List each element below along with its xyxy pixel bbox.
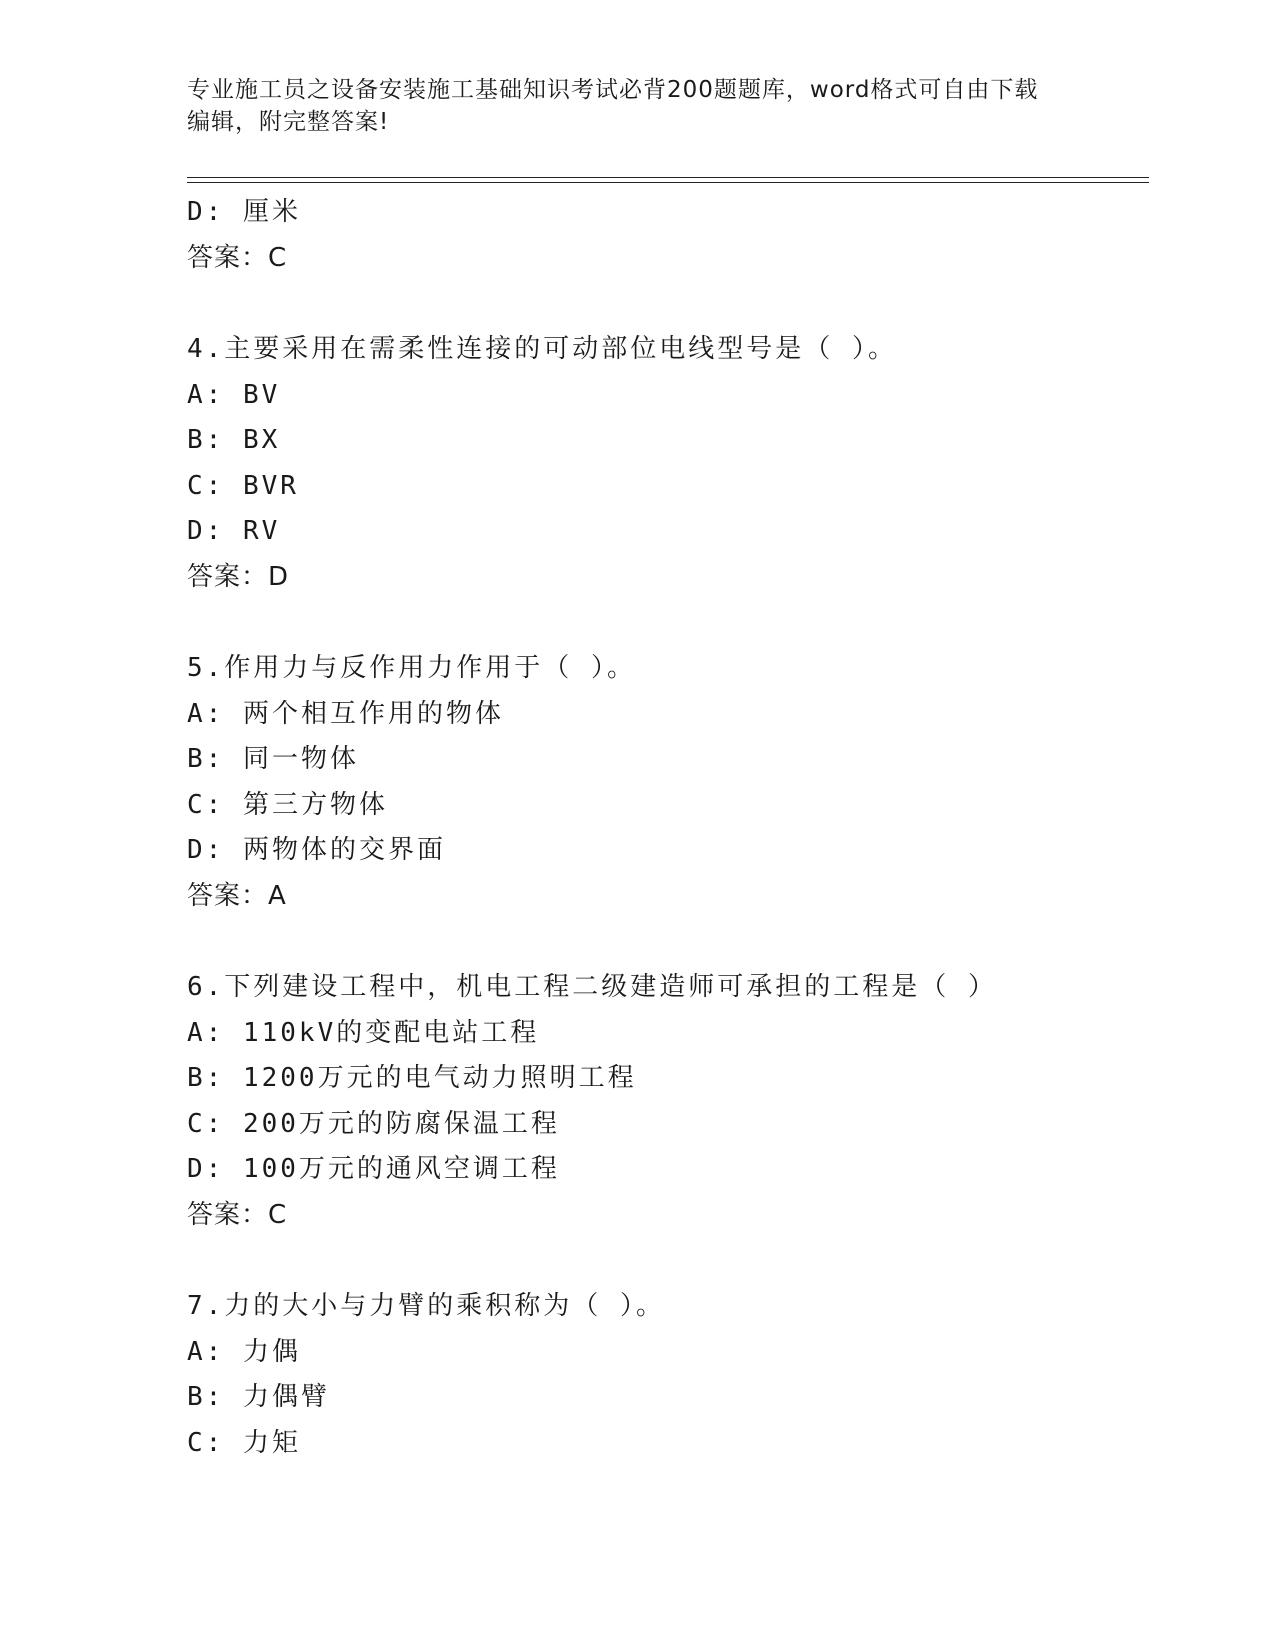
option-a: A: 力偶 bbox=[187, 1336, 301, 1367]
option-c: C: 力矩 bbox=[187, 1427, 301, 1458]
option-b: B: 力偶臂 bbox=[187, 1382, 330, 1412]
option-a: A: 110kV的变配电站工程 bbox=[187, 1017, 540, 1048]
question-7 bbox=[187, 1284, 1149, 1466]
question-6 bbox=[187, 965, 1149, 1238]
header-divider-bottom bbox=[187, 182, 1149, 183]
option-c: C: 200万元的防腐保温工程 bbox=[187, 1108, 560, 1139]
option-d: D: 两物体的交界面 bbox=[187, 835, 446, 865]
question-stem: 5.作用力与反作用力作用于（ ）。 bbox=[187, 653, 636, 683]
question-4 bbox=[187, 327, 1149, 600]
option-a: A: BV bbox=[187, 379, 281, 410]
answer: 答案：A bbox=[187, 880, 287, 911]
option-c: C: 第三方物体 bbox=[187, 789, 388, 820]
question-stem: 6.下列建设工程中，机电工程二级建造师可承担的工程是（ ） bbox=[187, 972, 997, 1002]
question-stem: 7.力的大小与力臂的乘积称为（ ）。 bbox=[187, 1291, 665, 1321]
question-stem: 4.主要采用在需柔性连接的可动部位电线型号是（ ）。 bbox=[187, 334, 897, 364]
question-list bbox=[187, 190, 1149, 1466]
answer: 答案：D bbox=[187, 561, 290, 592]
option-b: B: 同一物体 bbox=[187, 744, 359, 774]
header-line-1: 专业施工员之设备安装施工基础知识考试必背200题题库，word格式可自由下载 bbox=[187, 77, 1039, 103]
answer: 答案：C bbox=[187, 1199, 288, 1230]
option-b: B: BX bbox=[187, 425, 281, 455]
header-line-2: 编辑，附完整答案! bbox=[187, 109, 390, 135]
document-header bbox=[187, 74, 1087, 138]
answer: 答案：C bbox=[187, 242, 288, 273]
option-d: D: 厘米 bbox=[187, 197, 301, 227]
question-5 bbox=[187, 646, 1149, 919]
option-a: A: 两个相互作用的物体 bbox=[187, 698, 504, 729]
option-b: B: 1200万元的电气动力照明工程 bbox=[187, 1063, 637, 1093]
option-c: C: BVR bbox=[187, 470, 299, 501]
option-d: D: 100万元的通风空调工程 bbox=[187, 1154, 560, 1184]
option-d: D: RV bbox=[187, 516, 281, 546]
header-divider-top bbox=[187, 177, 1149, 178]
